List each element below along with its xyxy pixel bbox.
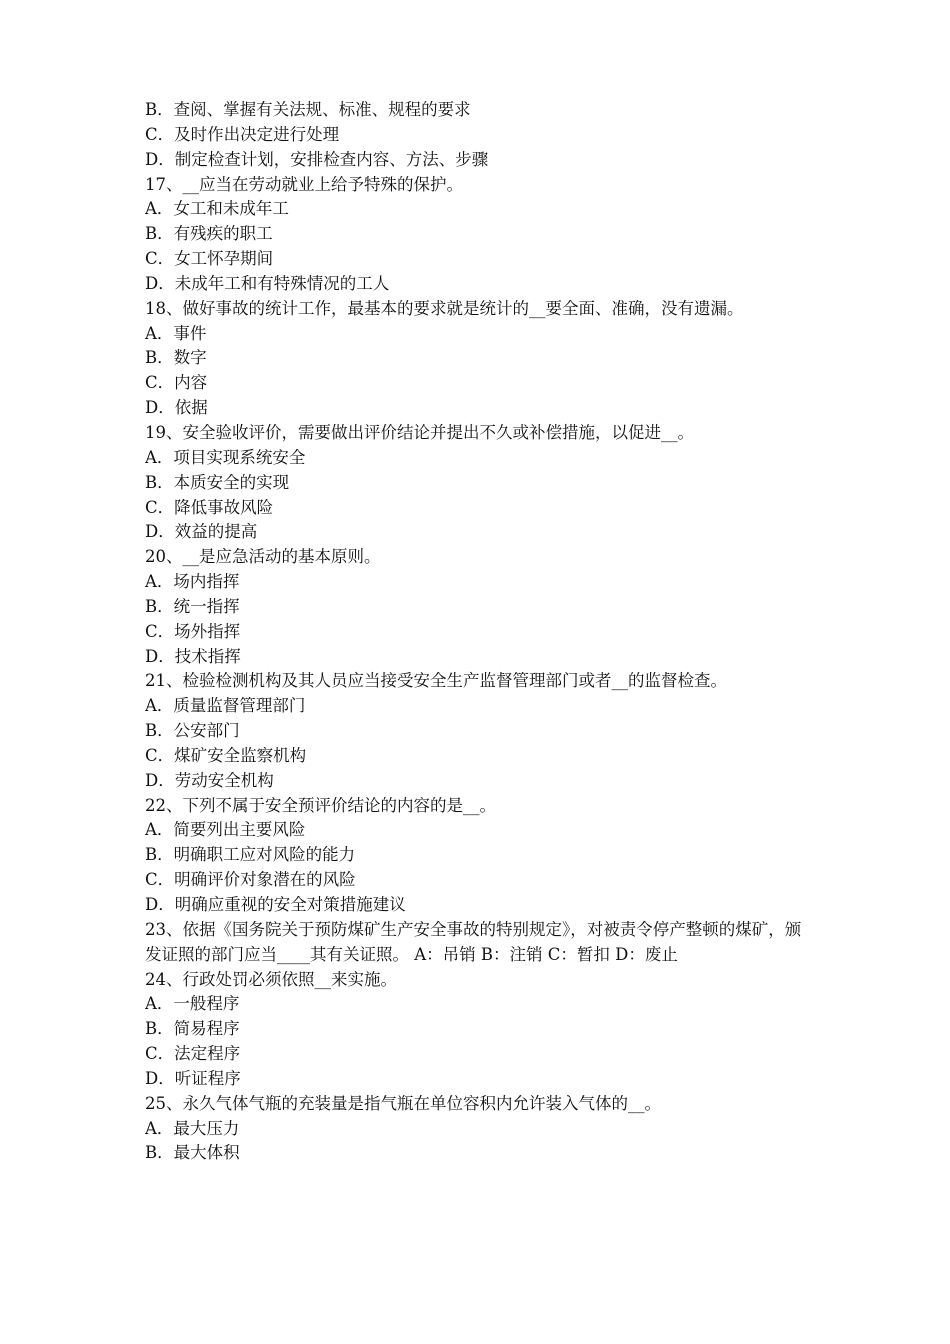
option-line: D．未成年工和有特殊情况的工人 [145,273,390,293]
option-line: D．明确应重视的安全对策措施建议 [145,895,406,914]
option-line: D．劳动安全机构 [145,770,274,790]
option-line: D．听证程序 [145,1068,241,1088]
option-line: C．女工怀孕期间 [145,249,274,269]
question-18: 18、做好事故的统计工作，最基本的要求就是统计的__要全面、准确，没有遗漏。 [145,298,744,318]
question-20: 20、__是应急活动的基本原则。 [145,547,381,567]
document-page [145,98,810,1166]
option-line: D．效益的提高 [145,522,258,542]
option-line: C．及时作出决定进行处理 [145,124,340,144]
option-line: A．项目实现系统安全 [145,447,306,467]
option-line: D．制定检查计划，安排检查内容、方法、步骤 [145,149,489,169]
option-line: B．数字 [145,348,207,368]
question-25: 25、永久气体气瓶的充装量是指气瓶在单位容积内允许装入气体的__。 [145,1093,661,1113]
question-19: 19、安全验收评价，需要做出评价结论并提出不久或补偿措施，以促进__。 [145,422,694,442]
option-line: B．最大体积 [145,1143,240,1163]
question-21: 21、检验检测机构及其人员应当接受安全生产监督管理部门或者__的监督检查。 [145,671,727,691]
option-line: D．技术指挥 [145,646,241,666]
option-line: A．最大压力 [145,1118,240,1138]
option-line: A．事件 [145,323,207,343]
option-line: B．明确职工应对风险的能力 [145,845,356,865]
option-line: B．公安部门 [145,721,240,741]
option-line: A．一般程序 [145,994,240,1014]
option-line: C．内容 [145,373,208,393]
option-line: C．场外指挥 [145,621,241,641]
option-line: A．女工和未成年工 [145,199,289,219]
question-24: 24、行政处罚必须依照__来实施。 [145,969,397,989]
option-line: C．煤矿安全监察机构 [145,745,307,765]
option-line: C．降低事故风险 [145,497,274,517]
option-line: C．法定程序 [145,1044,241,1064]
option-line: B．查阅、掌握有关法规、标准、规程的要求 [145,100,471,119]
option-line: A．场内指挥 [145,572,240,592]
option-line: B．简易程序 [145,1019,240,1039]
question-22: 22、下列不属于安全预评价结论的内容的是__。 [145,795,496,815]
option-line: D．依据 [145,398,208,418]
option-line: B．有残疾的职工 [145,224,273,244]
option-line: B．本质安全的实现 [145,472,290,492]
question-23: 23、依据《国务院关于预防煤矿生产安全事故的特别规定》，对被责令停产整顿的煤矿，颁发证照的部门应当____其有关证照。 A：吊销 B：注销 C：暂扣 D：废止 [145,919,802,964]
option-line: B．统一指挥 [145,596,240,616]
question-17: 17、__应当在劳动就业上给予特殊的保护。 [145,174,463,194]
option-line: A．简要列出主要风险 [145,820,306,840]
option-line: C．明确评价对象潜在的风险 [145,870,356,890]
option-line: A．质量监督管理部门 [145,696,306,716]
